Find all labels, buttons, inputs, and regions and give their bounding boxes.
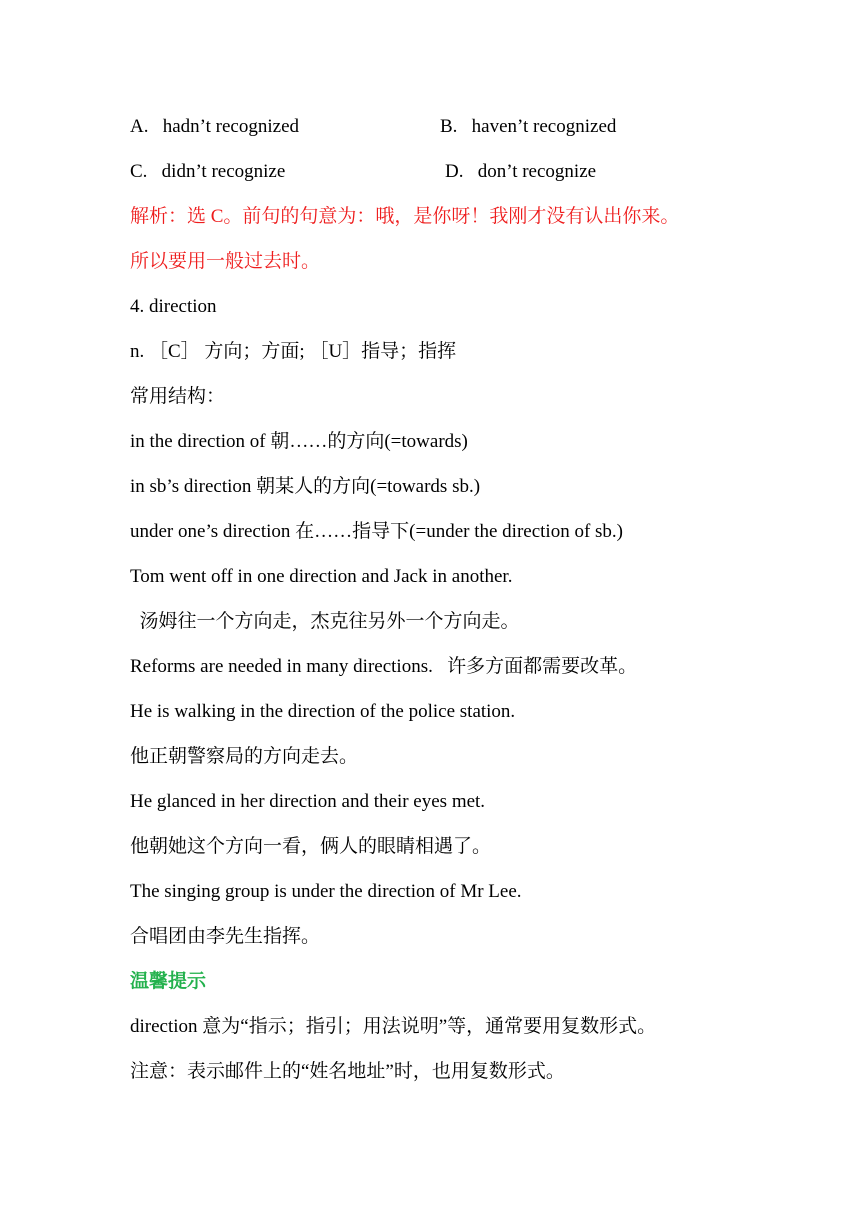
example-translation: 他正朝警察局的方向走去。: [130, 746, 359, 767]
example-translation: 汤姆往一个方向走，杰克往另外一个方向走。: [130, 611, 520, 632]
structures-label: 常用结构：: [130, 386, 226, 407]
example-sentence: Tom went off in one direction and Jack in another.: [130, 566, 513, 587]
structure-item: in sb’s direction 朝某人的方向(=towards sb.): [130, 476, 481, 497]
example-sentence: Reforms are needed in many directions. 许多方面都需要改革。: [130, 656, 638, 677]
option-b: B. haven’t recognized: [440, 116, 617, 137]
option-d: D. don’t recognize: [445, 161, 597, 182]
example-sentence: He is walking in the direction of the police station.: [130, 701, 516, 722]
structure-item: under one’s direction 在……指导下(=under the direction of sb.): [130, 521, 623, 542]
example-sentence: He glanced in her direction and their eyes met.: [130, 791, 486, 812]
entry-heading: 4. direction: [130, 296, 217, 317]
structure-item: in the direction of 朝……的方向(=towards): [130, 431, 468, 452]
example-translation: 合唱团由李先生指挥。: [130, 926, 321, 947]
analysis-line-1: 解析：选 C。前句的句意为：哦，是你呀！我刚才没有认出你来。: [130, 206, 680, 227]
tip-line-2: 注意：表示邮件上的“姓名地址”时，也用复数形式。: [130, 1061, 565, 1082]
analysis-line-2: 所以要用一般过去时。: [130, 251, 321, 272]
option-c: C. didn’t recognize: [130, 161, 286, 182]
entry-definition: n. ［C］ 方向；方面; ［U］指导；指挥: [130, 341, 457, 362]
tip-title: 温馨提示: [130, 971, 207, 992]
example-sentence: The singing group is under the direction of Mr Lee.: [130, 881, 522, 902]
example-translation: 他朝她这个方向一看，俩人的眼睛相遇了。: [130, 836, 492, 857]
tip-line-1: direction 意为“指示；指引；用法说明”等，通常要用复数形式。: [130, 1016, 657, 1037]
option-a: A. hadn’t recognized: [130, 116, 300, 137]
